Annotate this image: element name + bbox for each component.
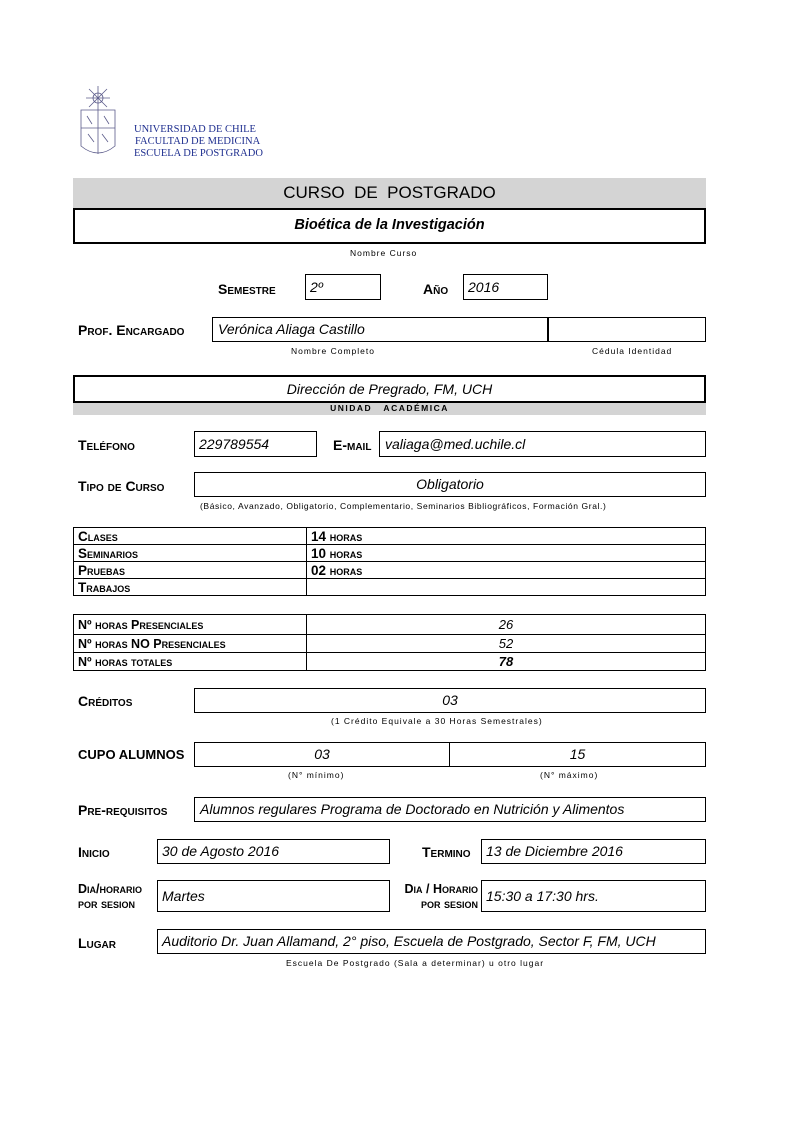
- prereq-label: [78, 802, 167, 818]
- quota-min-value: 03: [314, 746, 330, 762]
- start-label-text: Inicio: [78, 844, 110, 860]
- course-type-label: [78, 478, 164, 494]
- semester-label: [218, 281, 276, 297]
- email-value: valiaga@med.uchile.cl: [385, 436, 526, 452]
- professor-label: [78, 322, 184, 338]
- activity-label-text: Clases: [78, 528, 118, 544]
- day-value: Martes: [162, 888, 205, 904]
- end-label-text: Termino: [422, 844, 471, 860]
- professor-id-caption: Cédula Identidad: [592, 346, 673, 356]
- academic-unit-value: Dirección de Pregrado, FM, UCH: [286, 381, 493, 397]
- year-label: [423, 281, 448, 297]
- table-row: [74, 545, 706, 562]
- start-value: 30 de Agosto 2016: [162, 843, 280, 859]
- time-label: [396, 882, 478, 912]
- day-label-line1: Dia/horario: [78, 882, 142, 896]
- prereq-value: Alumnos regulares Programa de Doctorado en Nutrición y Alimentos: [200, 801, 625, 817]
- credits-caption: (1 Crédito Equivale a 30 Horas Semestrales): [331, 716, 543, 726]
- activity-value-text: 10 horas: [311, 545, 363, 561]
- course-name: Bioética de la Investigación: [294, 217, 485, 233]
- professor-name-caption: Nombre Completo: [291, 346, 375, 356]
- place-label-text: Lugar: [78, 935, 116, 951]
- credits-value: 03: [442, 692, 458, 708]
- quota-label: CUPO ALUMNOS: [78, 747, 185, 762]
- activity-label: [74, 562, 307, 579]
- school-line: ESCUELA DE POSTGRADO: [134, 148, 263, 159]
- activity-value[interactable]: [307, 562, 706, 579]
- start-label: [78, 844, 110, 860]
- time-label-line1: Dia / Horario: [404, 882, 478, 896]
- email-label-text: E-mail: [333, 437, 372, 453]
- quota-max-value: 15: [569, 746, 586, 762]
- semester-label-text: Semestre: [218, 281, 276, 297]
- credits-label-text: Créditos: [78, 693, 133, 709]
- hours-value[interactable]: 26: [307, 615, 706, 635]
- activity-label: [74, 579, 307, 596]
- activity-value[interactable]: [307, 579, 706, 596]
- place-label: [78, 935, 116, 951]
- table-row: [74, 635, 706, 653]
- end-value: 13 de Diciembre 2016: [486, 843, 623, 859]
- activity-value[interactable]: [307, 545, 706, 562]
- professor-id-field[interactable]: [547, 317, 706, 342]
- phone-label: [78, 437, 135, 453]
- time-value: 15:30 a 17:30 hrs.: [486, 888, 599, 904]
- hours-label-text: Nº horas NO Presenciales: [78, 636, 226, 651]
- phone-value: 229789554: [199, 436, 270, 452]
- hours-value[interactable]: 78: [307, 653, 706, 671]
- phone-label-text: Teléfono: [78, 437, 135, 453]
- course-type-caption: (Básico, Avanzado, Obligatorio, Complementario, Seminarios Bibliográficos, Formación Gral.): [200, 501, 607, 511]
- semester-value: 2º: [310, 279, 323, 295]
- activity-value-text: 02 horas: [311, 562, 363, 578]
- professor-name: Verónica Aliaga Castillo: [218, 321, 365, 337]
- table-row: [74, 562, 706, 579]
- university-line: UNIVERSIDAD DE CHILE: [134, 124, 256, 135]
- table-row: [74, 615, 706, 635]
- faculty-line: FACULTAD DE MEDICINA: [135, 136, 261, 147]
- hours-label: [74, 615, 307, 635]
- end-label: [422, 844, 471, 860]
- course-name-caption: Nombre Curso: [350, 248, 418, 258]
- prereq-label-text: Pre-requisitos: [78, 802, 168, 818]
- university-name: [134, 124, 263, 160]
- activity-value[interactable]: [307, 528, 706, 545]
- place-caption: Escuela De Postgrado (Sala a determinar) u otro lugar: [286, 958, 545, 968]
- activity-label-text: Pruebas: [78, 562, 126, 578]
- quota-min-caption: (N° mínimo): [288, 770, 345, 780]
- table-row: [74, 653, 706, 671]
- day-label: [78, 882, 142, 912]
- hours-label: [74, 653, 307, 671]
- time-label-line2: por sesion: [421, 897, 478, 911]
- activity-label-text: Trabajos: [78, 579, 131, 595]
- day-label-line2: por sesion: [78, 897, 135, 911]
- activity-label: [74, 545, 307, 562]
- activity-label-text: Seminarios: [78, 545, 139, 561]
- academic-unit-caption: UNIDAD ACADÉMICA: [330, 403, 449, 413]
- quota-max-caption: (N° máximo): [540, 770, 599, 780]
- activity-value-text: 14 horas: [311, 528, 363, 544]
- table-row: [74, 528, 706, 545]
- hours-table: [73, 614, 706, 671]
- activities-table: [73, 527, 706, 596]
- course-type-label-text: Tipo de Curso: [78, 478, 165, 494]
- email-label: [333, 437, 371, 453]
- university-seal-logo: [78, 84, 130, 164]
- hours-value[interactable]: 52: [307, 635, 706, 653]
- page-title: CURSO DE POSTGRADO: [283, 183, 496, 202]
- place-value: Auditorio Dr. Juan Allamand, 2° piso, Escuela de Postgrado, Sector F, FM, UCH: [162, 933, 656, 949]
- hours-label-text: Nº horas totales: [78, 654, 173, 669]
- year-value: 2016: [468, 279, 500, 295]
- hours-label-text: Nº horas Presenciales: [78, 617, 204, 632]
- table-row: [74, 579, 706, 596]
- hours-label: [74, 635, 307, 653]
- credits-label: [78, 693, 132, 709]
- activity-label: [74, 528, 307, 545]
- year-label-text: Año: [423, 281, 449, 297]
- course-type-value: Obligatorio: [416, 476, 484, 492]
- professor-label-text: Prof. Encargado: [78, 322, 185, 338]
